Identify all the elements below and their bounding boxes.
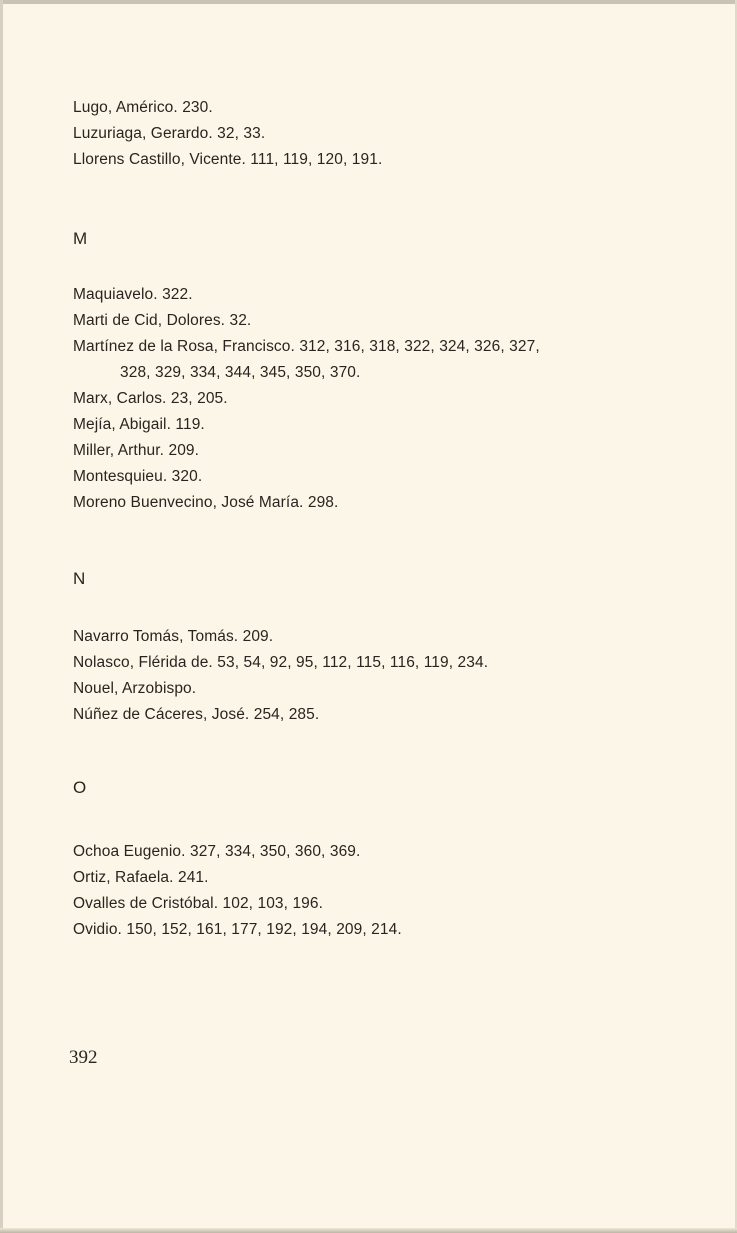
index-entry: Marti de Cid, Dolores. 32. <box>73 312 252 329</box>
page-number: 392 <box>69 1047 98 1068</box>
index-entry: Nolasco, Flérida de. 53, 54, 92, 95, 112, 115, 116, 119, 234. <box>73 654 489 671</box>
index-entry: Maquiavelo. 322. <box>73 286 193 303</box>
index-entry: Ortiz, Rafaela. 241. <box>73 869 209 886</box>
index-entry: Montesquieu. 320. <box>73 468 203 485</box>
page-bottom-edge <box>0 1228 737 1233</box>
section-letter-o: O <box>73 778 87 797</box>
index-entry: Núñez de Cáceres, José. 254, 285. <box>73 706 320 723</box>
index-entry: Mejía, Abigail. 119. <box>73 416 205 433</box>
index-entry: Marx, Carlos. 23, 205. <box>73 390 228 407</box>
index-entry: Nouel, Arzobispo. <box>73 680 197 697</box>
index-entry: Ovalles de Cristóbal. 102, 103, 196. <box>73 895 324 912</box>
index-entry: Navarro Tomás, Tomás. 209. <box>73 628 274 645</box>
section-letter-n: N <box>73 569 86 588</box>
index-entry: Moreno Buenvecino, José María. 298. <box>73 494 339 511</box>
section-l-entries <box>73 95 713 173</box>
section-n-entries <box>73 624 713 728</box>
index-entry: Llorens Castillo, Vicente. 111, 119, 120, 191. <box>73 151 383 168</box>
section-m-entries <box>73 282 713 516</box>
index-entry: Ochoa Eugenio. 327, 334, 350, 360, 369. <box>73 843 361 860</box>
index-entry: Miller, Arthur. 209. <box>73 442 200 459</box>
page-left-edge <box>0 0 3 1233</box>
index-entry: Martínez de la Rosa, Francisco. 312, 316, 318, 322, 324, 326, 327, <box>73 338 540 355</box>
index-entry: Ovidio. 150, 152, 161, 177, 192, 194, 209, 214. <box>73 921 402 938</box>
section-letter-m: M <box>73 229 88 248</box>
page-top-edge <box>0 0 737 4</box>
index-entry: Lugo, Américo. 230. <box>73 99 213 116</box>
index-entry-continuation: 328, 329, 334, 344, 345, 350, 370. <box>120 364 361 381</box>
section-o-entries <box>73 839 713 943</box>
index-entry: Luzuriaga, Gerardo. 32, 33. <box>73 125 266 142</box>
